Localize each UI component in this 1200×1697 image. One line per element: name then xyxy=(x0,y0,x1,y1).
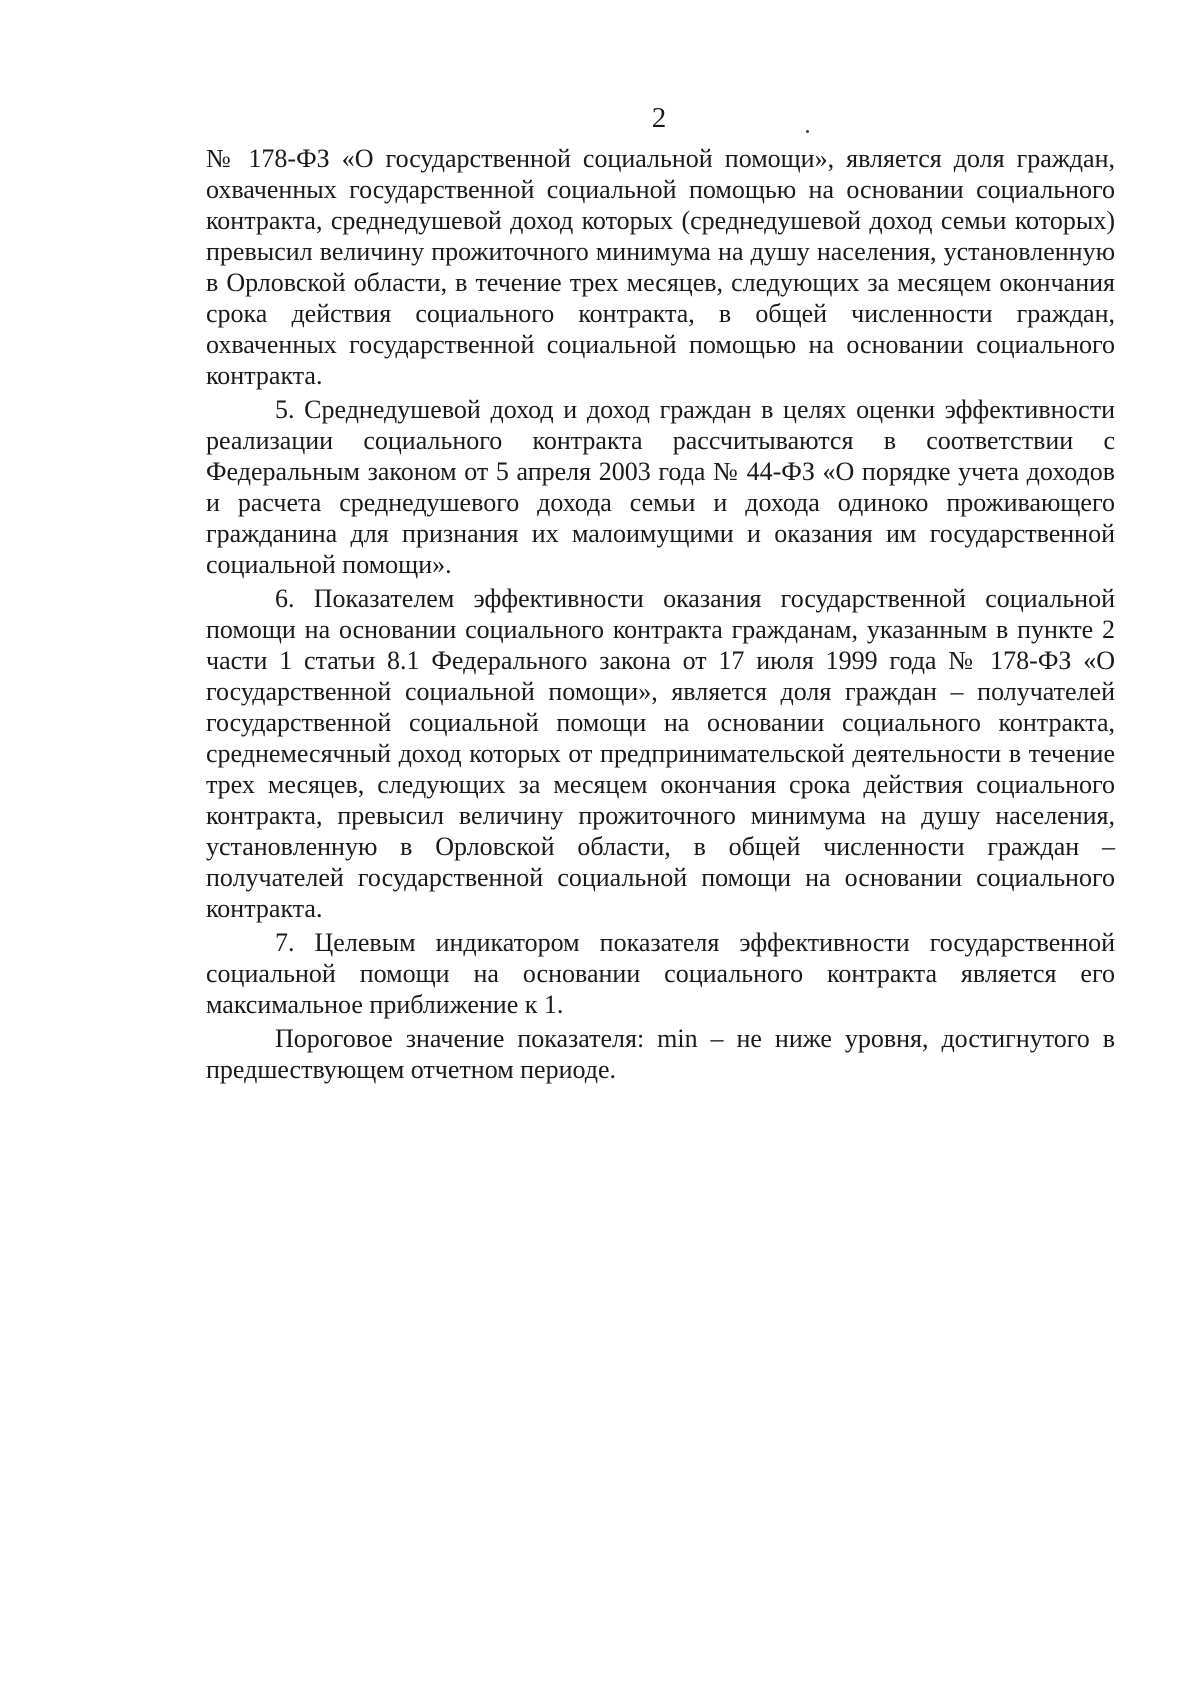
document-body xyxy=(206,143,1115,1088)
paragraph-item-7: 7. Целевым индикатором показателя эффективности государственной социальной помощи на основании социального контракта является его максимальное приближение к 1. xyxy=(206,928,1115,1019)
paragraph-item-6: 6. Показателем эффективности оказания государственной социальной помощи на основании социального контракта гражданам, указанным в пункте 2 части 1 статьи 8.1 Федерального закона от 17 июля 1999 года № 178-ФЗ «О государственной социальной помощи», является доля граждан – получателей государственной социальной помощи на основании социального контракта, среднемесячный доход которых от предпринимательской деятельности в течение трех месяцев, следующих за месяцем окончания срока действия социального контракта, превысил величину прожиточного минимума на душу населения, установленную в Орловской области, в общей численности граждан – получателей государственной социальной помощи на основании социального контракта. xyxy=(206,584,1115,923)
page-number: 2 xyxy=(651,102,667,134)
paragraph-continuation: № 178-ФЗ «О государственной социальной помощи», является доля граждан, охваченных государственной социальной помощью на основании социального контракта, среднедушевой доход которых (среднедушевой доход семьи которых) превысил величину прожиточного минимума на душу населения, установленную в Орловской области, в течение трех месяцев, следующих за месяцем окончания срока действия социального контракта, в общей численности граждан, охваченных государственной социальной помощью на основании социального контракта. xyxy=(206,144,1115,390)
paragraph-threshold: Пороговое значение показателя: min – не ниже уровня, достигнутого в предшествующем отчетном периоде. xyxy=(206,1024,1115,1084)
paragraph-item-5: 5. Среднедушевой доход и доход граждан в целях оценки эффективности реализации социального контракта рассчитываются в соответствии с Федеральным законом от 5 апреля 2003 года № 44-ФЗ «О порядке учета доходов и расчета среднедушевого дохода семьи и дохода одиноко проживающего гражданина для признания их малоимущими и оказания им государственной социальной помощи». xyxy=(206,395,1115,579)
scan-speck xyxy=(806,130,809,133)
